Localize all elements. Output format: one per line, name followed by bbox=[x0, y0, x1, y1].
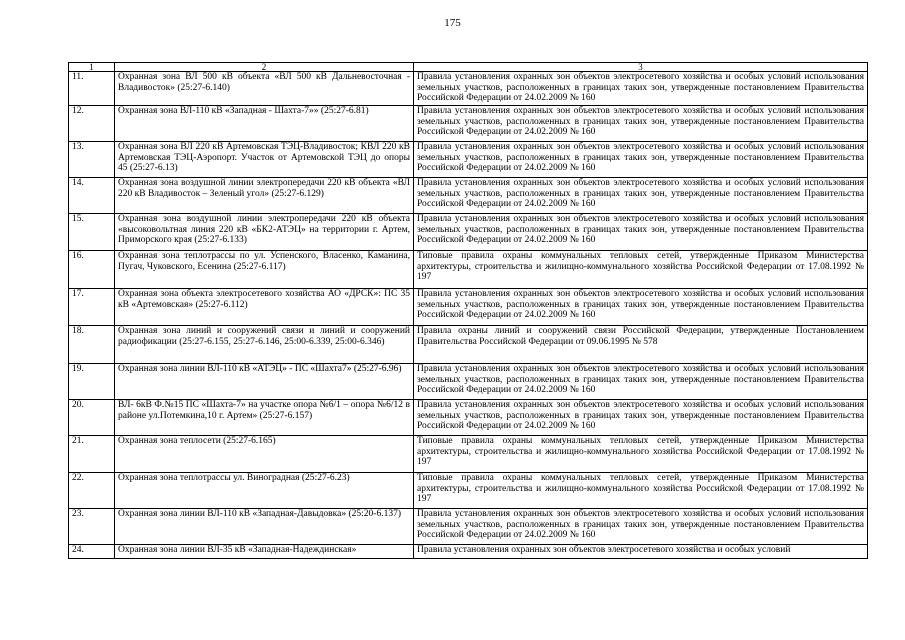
table-row bbox=[69, 251, 868, 289]
column-header-object: 2 bbox=[115, 63, 414, 72]
zone-name: Охранная зона теплосети (25:27-6.165) bbox=[115, 436, 414, 473]
table-row bbox=[69, 545, 868, 559]
regulation-text: Правила установления охранных зон объектов электросетевого хозяйства и особых условий использования земельных участков, расположенных в границах таких зон, утвержденные постановлением Правительства Российской Федерации от 24.02.2009 № 160 bbox=[414, 509, 868, 545]
regulation-text: Типовые правила охраны коммунальных тепловых сетей, утвержденные Приказом Министерства архитектуры, строительства и жилищно-коммунального хозяйства Российской Федерации от 17.08.1992 № 197 bbox=[414, 436, 868, 473]
table-row bbox=[69, 509, 868, 545]
zone-name: Охранная зона воздушной линии электропередачи 220 кВ объекта «ВЛ 220 кВ Владивосток – Зеленый угол» (25:27-6.129) bbox=[115, 178, 414, 214]
row-number: 15. bbox=[69, 214, 115, 251]
table-row bbox=[69, 214, 868, 251]
row-number: 14. bbox=[69, 178, 115, 214]
row-number: 18. bbox=[69, 326, 115, 364]
table-row bbox=[69, 364, 868, 400]
zone-name: Охранная зона линии ВЛ-110 кВ «АТЭЦ» - ПС «Шахта7» (25:27-6.96) bbox=[115, 364, 414, 400]
zone-name: Охранная зона теплотрассы по ул. Успенского, Власенко, Каманина, Пугач, Чуковского, Есенина (25:27-6.117) bbox=[115, 251, 414, 289]
row-number: 22. bbox=[69, 473, 115, 509]
zone-name: Охранная зона ВЛ-110 кВ «Западная - Шахта-7»» (25:27-6.81) bbox=[115, 106, 414, 142]
row-number: 13. bbox=[69, 142, 115, 178]
page-number: 175 bbox=[444, 17, 461, 29]
table-row bbox=[69, 72, 868, 106]
zone-name: Охранная зона объекта электросетевого хозяйства АО «ДРСК»: ПС 35 кВ «Артемовская» (25:27-6.112) bbox=[115, 289, 414, 326]
table-row bbox=[69, 473, 868, 509]
regulation-text: Типовые правила охраны коммунальных тепловых сетей, утвержденные Приказом Министерства архитектуры, строительства и жилищно-коммунального хозяйства Российской Федерации от 17.08.1992 № 197 bbox=[414, 251, 868, 289]
regulation-text: Правила установления охранных зон объектов электросетевого хозяйства и особых условий использования земельных участков, расположенных в границах таких зон, утвержденные постановлением Правительства Российской Федерации от 24.02.2009 № 160 bbox=[414, 106, 868, 142]
header-row bbox=[69, 63, 868, 72]
zone-name: Охранная зона воздушной линии электропередачи 220 кВ объекта «высоковольтная линия 220 кВ «БК2-АТЭЦ» на территории г. Артем, Приморского края (25:27-6.133) bbox=[115, 214, 414, 251]
zone-name: Охранная зона ВЛ 220 кВ Артемовская ТЭЦ-Владивосток; КВЛ 220 кВ Артемовская ТЭЦ-Аэропорт. Участок от Артемовской ТЭЦ до опоры 45 (25:27-6.13) bbox=[115, 142, 414, 178]
table-row bbox=[69, 400, 868, 436]
row-number: 17. bbox=[69, 289, 115, 326]
table-row bbox=[69, 289, 868, 326]
column-header-document: 3 bbox=[414, 63, 868, 72]
regulation-text: Типовые правила охраны коммунальных тепловых сетей, утвержденные Приказом Министерства архитектуры, строительства и жилищно-коммунального хозяйства Российской Федерации от 17.08.1992 № 197 bbox=[414, 473, 868, 509]
table-row bbox=[69, 142, 868, 178]
row-number: 24. bbox=[69, 545, 115, 559]
row-number: 12. bbox=[69, 106, 115, 142]
zone-name: Охранная зона теплотрассы ул. Виноградная (25:27-6.23) bbox=[115, 473, 414, 509]
column-header-number: 1 bbox=[69, 63, 115, 72]
regulation-text: Правила установления охранных зон объектов электросетевого хозяйства и особых условий использования земельных участков, расположенных в границах таких зон, утвержденные постановлением Правительства Российской Федерации от 24.02.2009 № 160 bbox=[414, 72, 868, 106]
row-number: 21. bbox=[69, 436, 115, 473]
zone-name: ВЛ- 6кВ Ф.№15 ПС «Шахта-7» на участке опора №6/1 – опора №6/12 в районе ул.Потемкина,10 г. Артем» (25:27-6.157) bbox=[115, 400, 414, 436]
table-row bbox=[69, 178, 868, 214]
regulation-text: Правила установления охранных зон объектов электросетевого хозяйства и особых условий использования земельных участков, расположенных в границах таких зон, утвержденные постановлением Правительства Российской Федерации от 24.02.2009 № 160 bbox=[414, 400, 868, 436]
table-row bbox=[69, 106, 868, 142]
regulation-text: Правила установления охранных зон объектов электросетевого хозяйства и особых условий использования земельных участков, расположенных в границах таких зон, утвержденные постановлением Правительства Российской Федерации от 24.02.2009 № 160 bbox=[414, 364, 868, 400]
row-number: 23. bbox=[69, 509, 115, 545]
row-number: 20. bbox=[69, 400, 115, 436]
zone-name: Охранная зона линий и сооружений связи и линий и сооружений радиофикации (25:27-6.155, 25:27-6.146, 25:00-6.339, 25:00-6.346) bbox=[115, 326, 414, 364]
zone-name: Охранная зона линии ВЛ-110 кВ «Западная-Давыдовка» (25:20-6.137) bbox=[115, 509, 414, 545]
zone-name: Охранная зона линии ВЛ-35 кВ «Западная-Надеждинская» bbox=[115, 545, 414, 559]
row-number: 16. bbox=[69, 251, 115, 289]
row-number: 11. bbox=[69, 72, 115, 106]
table-row bbox=[69, 326, 868, 364]
regulation-text: Правила установления охранных зон объектов электросетевого хозяйства и особых условий использования земельных участков, расположенных в границах таких зон, утвержденные постановлением Правительства Российской Федерации от 24.02.2009 № 160 bbox=[414, 289, 868, 326]
regulation-text: Правила охраны линий и сооружений связи Российской Федерации, утвержденные Постановлением Правительства Российской Федерации от 09.06.1995 № 578 bbox=[414, 326, 868, 364]
regulation-text: Правила установления охранных зон объектов электросетевого хозяйства и особых условий использования земельных участков, расположенных в границах таких зон, утвержденные постановлением Правительства Российской Федерации от 24.02.2009 № 160 bbox=[414, 142, 868, 178]
regulation-text: Правила установления охранных зон объектов электросетевого хозяйства и особых условий использования земельных участков, расположенных в границах таких зон, утвержденные постановлением Правительства Российской Федерации от 24.02.2009 № 160 bbox=[414, 178, 868, 214]
row-number: 19. bbox=[69, 364, 115, 400]
table-row bbox=[69, 436, 868, 473]
regulation-text: Правила установления охранных зон объектов электросетевого хозяйства и особых условий использования земельных участков, расположенных в границах таких зон, утвержденные постановлением Правительства Российской Федерации от 24.02.2009 № 160 bbox=[414, 214, 868, 251]
zones-table bbox=[68, 62, 868, 559]
regulation-text: Правила установления охранных зон объектов электросетевого хозяйства и особых условий bbox=[414, 545, 868, 559]
zone-name: Охранная зона ВЛ 500 кВ объекта «ВЛ 500 кВ Дальневосточная - Владивосток» (25:27-6.140) bbox=[115, 72, 414, 106]
